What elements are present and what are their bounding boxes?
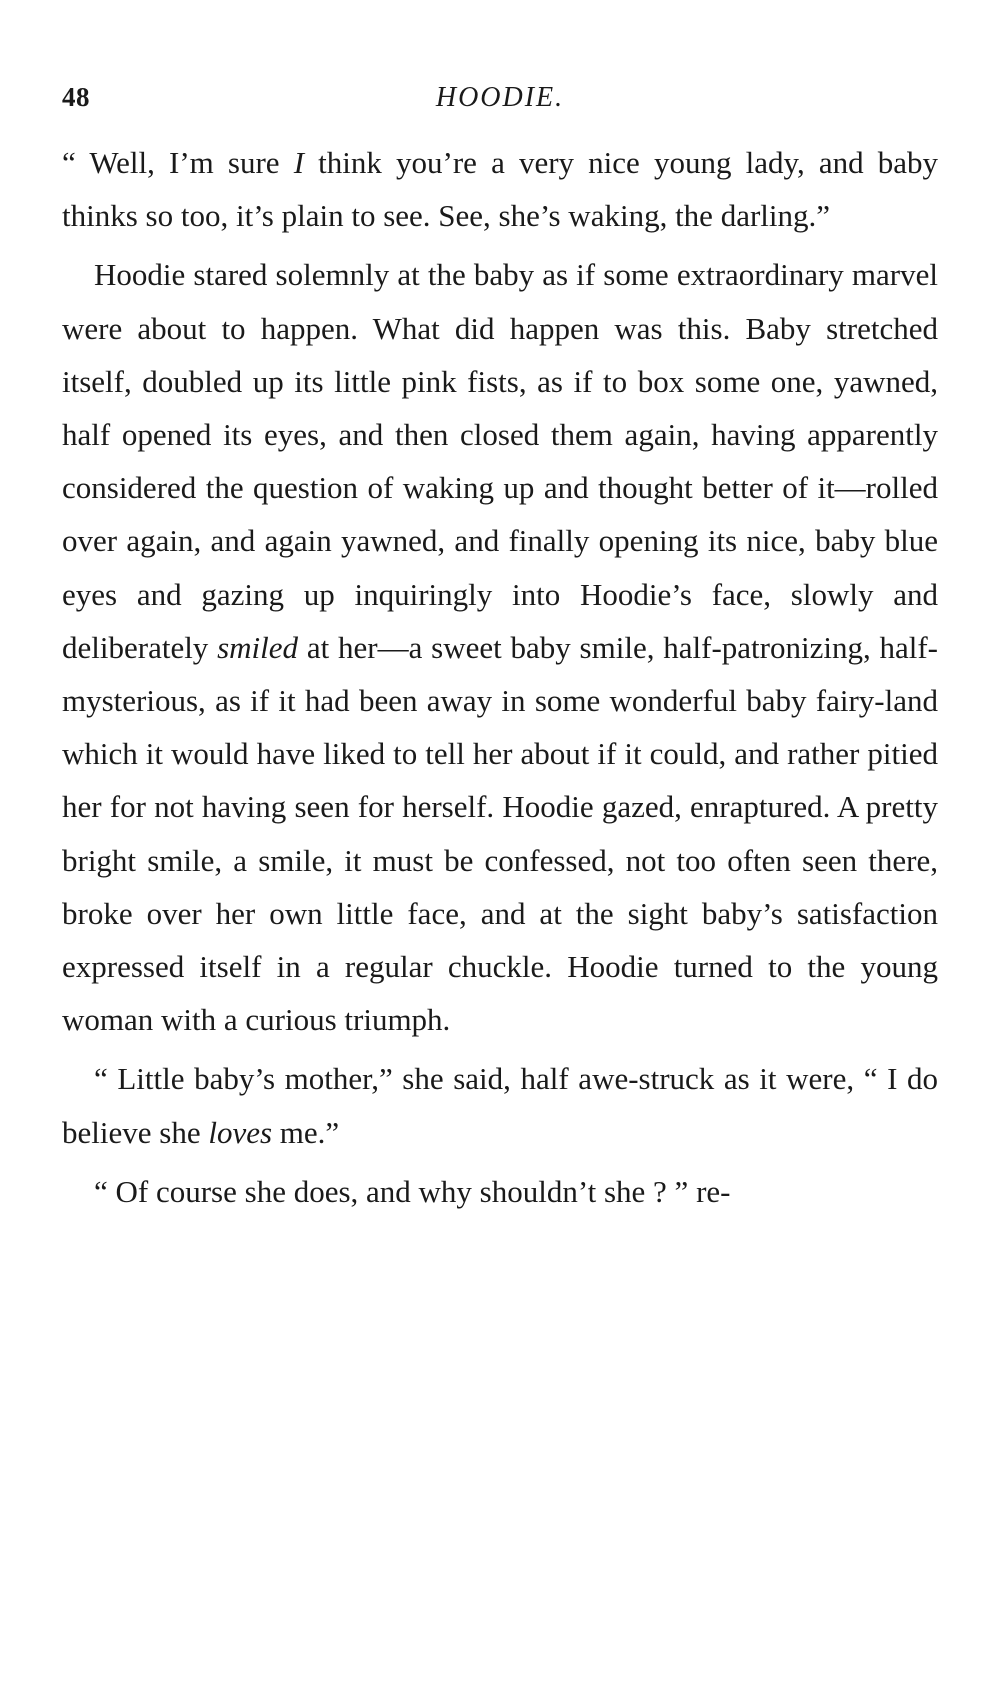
text-run: think you’re a very nice young lady, and baby thinks so too, it’s plain to see. See, she’s waking, the darling.”: [62, 145, 939, 234]
page-header: [62, 82, 938, 122]
paragraph-narrative: [62, 248, 938, 1046]
text-run: “ Little baby’s mother,” she said, half awe-struck as it were, “ I do believe she: [62, 1061, 938, 1150]
text-run: “ Of course she does, and why shouldn’t she ? ” re-: [94, 1173, 731, 1209]
emphasis-text: loves: [208, 1114, 273, 1150]
page-number: 48: [62, 82, 90, 112]
text-run: me.”: [272, 1114, 340, 1150]
paragraph-dialogue-1: [62, 136, 938, 242]
text-run: “ Well, I’m sure: [62, 145, 294, 180]
paragraph-dialogue-3: [62, 1165, 938, 1218]
emphasis-text: smiled: [217, 629, 299, 665]
paragraph-dialogue-2: [62, 1052, 938, 1158]
text-run: Hoodie stared solemnly at the baby as if some extraordinary marvel were about to happen. What did happen was this. Baby stretched itself, doubled up its little pink fists, as if to box some one, yawned, half opened its eyes, and then closed them again, having apparently considered the question of waking up and thought better of it—rolled over again, and again yawned, and finally opening its nice, baby blue eyes and gazing up inquiringly into Hoodie’s face, slowly and deliberately: [62, 257, 938, 665]
running-title: HOODIE.: [435, 82, 565, 113]
emphasis-text: I: [293, 145, 305, 180]
body-text: [62, 136, 938, 1218]
text-run: at her—a sweet baby smile, half-patronizing, half-mysterious, as if it had been away in some wonderful baby fairy-land which it would have liked to tell her about if it could, and rather pitied her for not having seen for herself. Hoodie gazed, enraptured. A pretty bright smile, a smile, it must be confessed, not too often seen there, broke over her own little face, and at the sight baby’s satisfaction expressed itself in a regular chuckle. Hoodie turned to the young woman with a curious triumph.: [62, 629, 939, 1038]
